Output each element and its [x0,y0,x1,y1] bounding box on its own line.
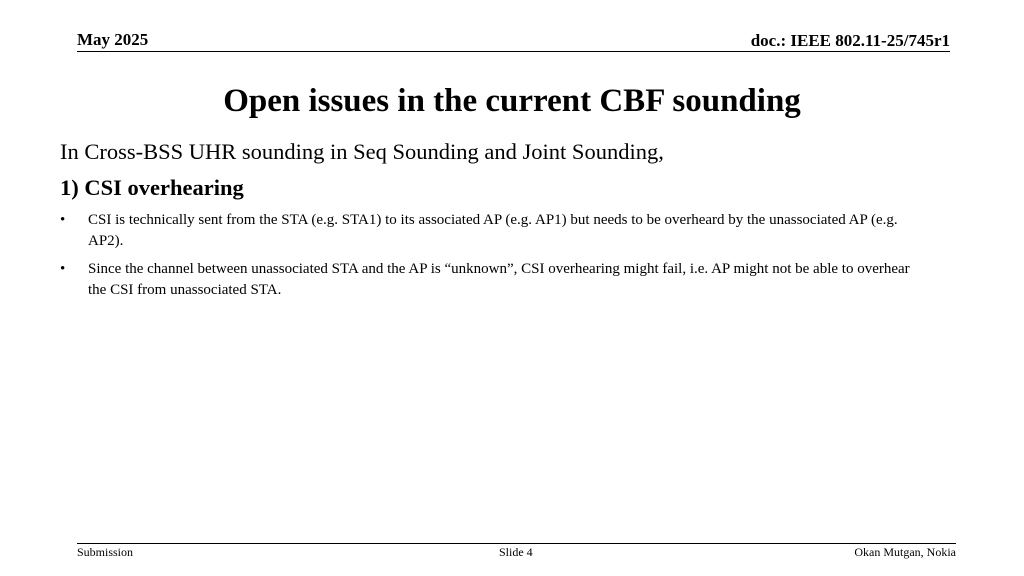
bullet-list [60,210,920,308]
header-divider [77,51,950,52]
footer-author: Okan Mutgan, Nokia [854,545,956,559]
slide-title: Open issues in the current CBF sounding [223,83,801,119]
footer-slide-number: Slide 4 [499,545,533,559]
header-date: May 2025 [77,30,149,49]
bullet-text: Since the channel between unassociated STA and the AP is “unknown”, CSI overhearing might fail, i.e. AP might not be able to overhear the CSI from unassociated STA. [88,261,910,298]
footer-submission: Submission [77,545,134,559]
bullet-marker: • [60,261,66,277]
bullet-text: CSI is technically sent from the STA (e.g. STA1) to its associated AP (e.g. AP1) but needs to be overheard by the unassociated AP (e.g. AP2). [88,212,898,249]
bullet-item [60,210,920,252]
bullet-item [60,259,920,301]
bullet-marker: • [60,212,66,228]
intro-text: In Cross-BSS UHR sounding in Seq Sounding and Joint Sounding, [60,139,664,164]
footer-divider [77,543,956,544]
section-heading: 1) CSI overhearing [60,175,244,200]
header-doc-id: doc.: IEEE 802.11-25/745r1 [750,31,950,50]
